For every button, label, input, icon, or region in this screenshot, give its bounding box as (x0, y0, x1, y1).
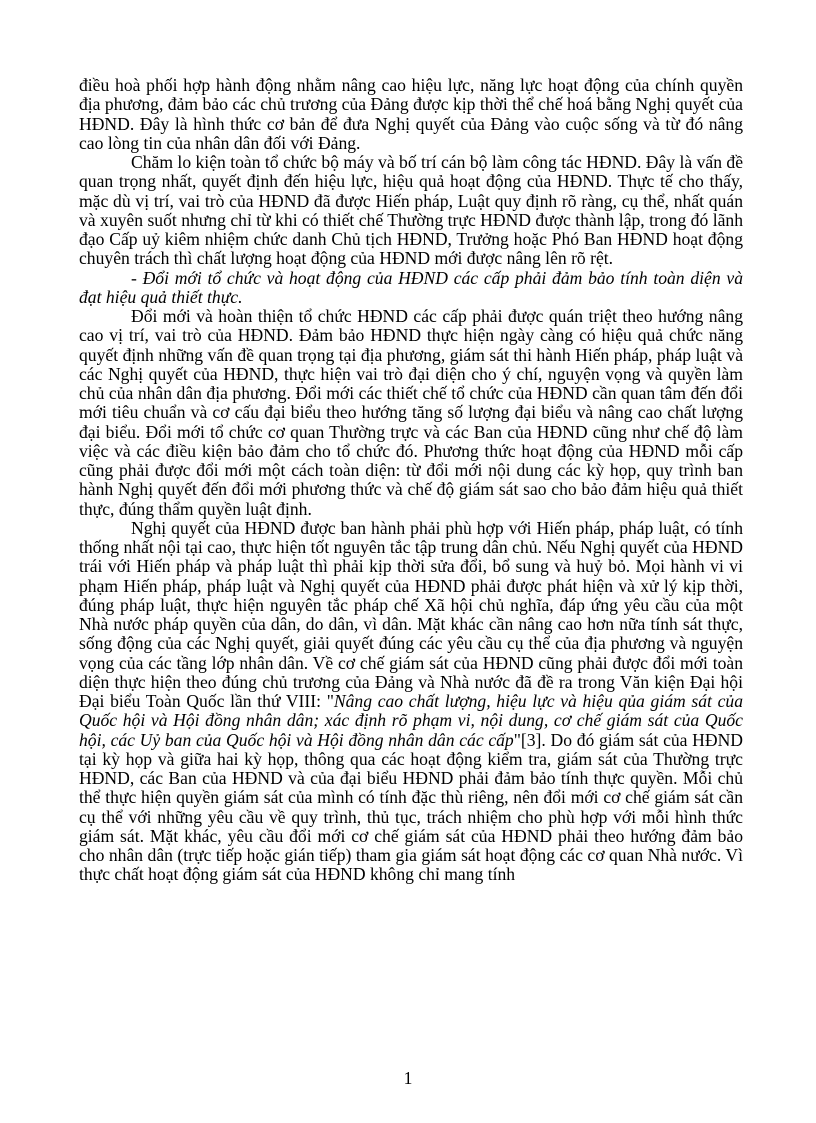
paragraph-resolution-tail: "[3]. Do đó giám sát của HĐND tại kỳ họp và giữa hai kỳ họp, thông qua các hoạt động kiểm tra, giám sát của Thường trực HĐND, các Ban của HĐND và của đại biểu HĐND phải đảm bảo tính thực quyền. Mỗi chủ thể thực hiện quyền giám sát của mình có tính đặc thù riêng, nên đổi mới cơ chế giám sát cần cụ thể với những yêu cầu về quy trình, thủ tục, trách nhiệm cho phù hợp với mỗi hình thức giám sát. Mặt khác, yêu cầu đổi mới cơ chế giám sát của HĐND phải theo hướng đảm bảo cho nhân dân (trực tiếp hoặc gián tiếp) tham gia giám sát hoạt động các cơ quan Nhà nước. Vì thực chất hoạt động giám sát của HĐND không chỉ mang tính (79, 729, 743, 885)
paragraph-resolution-text: Nghị quyết của HĐND được ban hành phải phù hợp với Hiến pháp, pháp luật, có tính thống nhất nội tại cao, thực hiện tốt nguyên tắc tập trung dân chủ. Nếu Nghị quyết của HĐND trái với Hiến pháp và pháp luật thì phải kịp thời sửa đổi, bổ sung và huỷ bỏ. Mọi hành vi vi phạm Hiến pháp, pháp luật và Nghị quyết của HĐND phải được phát hiện và xử lý kịp thời, đúng pháp luật, thực hiện nguyên tắc pháp chế Xã hội chủ nghĩa, đáp ứng yêu cầu của một Nhà nước pháp quyền của dân, do dân, vì dân. Mặt khác cần nâng cao hơn nữa tính sát thực, sống động của các Nghị quyết, giải quyết đúng các yêu cầu cụ thể của địa phương và nguyện vọng của các tầng lớp nhân dân. Về cơ chế giám sát của HĐND cũng phải được đổi mới toàn diện thực hiện theo đúng chủ trương của Đảng và Nhà nước đã đề ra trong Văn kiện Đại hội Đại biểu Toàn Quốc lần thứ VIII: " (79, 517, 743, 711)
document-body (79, 76, 743, 885)
paragraph-continuation: điều hoà phối hợp hành động nhằm nâng cao hiệu lực, năng lực hoạt động của chính quyền địa phương, đảm bảo các chủ trương của Đảng được kịp thời thể chế hoá bằng Nghị quyết của HĐND. Đây là hình thức cơ bản để đưa Nghị quyết của Đảng vào cuộc sống và từ đó nâng cao lòng tin của nhân dân đối với Đảng. (79, 75, 743, 153)
paragraph-reform: Đổi mới và hoàn thiện tổ chức HĐND các cấp phải được quán triệt theo hướng nâng cao vị trí, vai trò của HĐND. Đảm bảo HĐND thực hiện ngày càng có hiệu quả chức năng quyết định những vấn đề quan trọng tại địa phương, giám sát thi hành Hiến pháp, pháp luật và các Nghị quyết của HĐND, thực hiện vai trò đại diện cho ý chí, nguyện vọng và quyền làm chủ của nhân dân địa phương. Đổi mới các thiết chế tổ chức của HĐND cần quan tâm đến đổi mới tiêu chuẩn và cơ cấu đại biểu theo hướng tăng số lượng đại biểu và nâng cao chất lượng đại biểu. Đổi mới tổ chức cơ quan Thường trực và các Ban của HĐND cũng như chế độ làm việc và các điều kiện bảo đảm cho tổ chức đó. Phương thức hoạt động của HĐND mỗi cấp cũng phải được đổi mới một cách toàn diện: từ đổi mới nội dung các kỳ họp, quy trình ban hành Nghị quyết đến đổi mới phương thức và chế độ giám sát sao cho bảo đảm hiệu quả thiết thực, đúng thẩm quyền luật định. (79, 306, 743, 519)
section-heading-italic: - Đổi mới tổ chức và hoạt động của HĐND các cấp phải đảm bảo tính toàn diện và đạt hiệu quả thiết thực. (79, 267, 743, 307)
paragraph-organization: Chăm lo kiện toàn tổ chức bộ máy và bố trí cán bộ làm công tác HĐND. Đây là vấn đề quan trọng nhất, quyết định đến hiệu lực, hiệu quả hoạt động của HĐND. Thực tế cho thấy, mặc dù vị trí, vai trò của HĐND đã được Hiến pháp, Luật quy định rõ ràng, cụ thể, nhất quán và xuyên suốt nhưng chỉ từ khi có thiết chế Thường trực HĐND được thành lập, trong đó lãnh đạo Cấp uỷ kiêm nhiệm chức danh Chủ tịch HĐND, Trưởng hoặc Phó Ban HĐND hoạt động chuyên trách thì chất lượng hoạt động của HĐND mới được nâng lên rõ rệt. (79, 152, 743, 269)
paragraph-resolution (79, 519, 743, 885)
quoted-citation: Nâng cao chất lượng, hiệu lực và hiệu qủa giám sát của Quốc hội và Hội đồng nhân dân; xác định rõ phạm vi, nội dung, cơ chế giám sát của Quốc hội, các Uỷ ban của Quốc hội và Hội đồng nhân dân các cấp (79, 691, 743, 750)
page-number: 1 (403, 1068, 413, 1088)
